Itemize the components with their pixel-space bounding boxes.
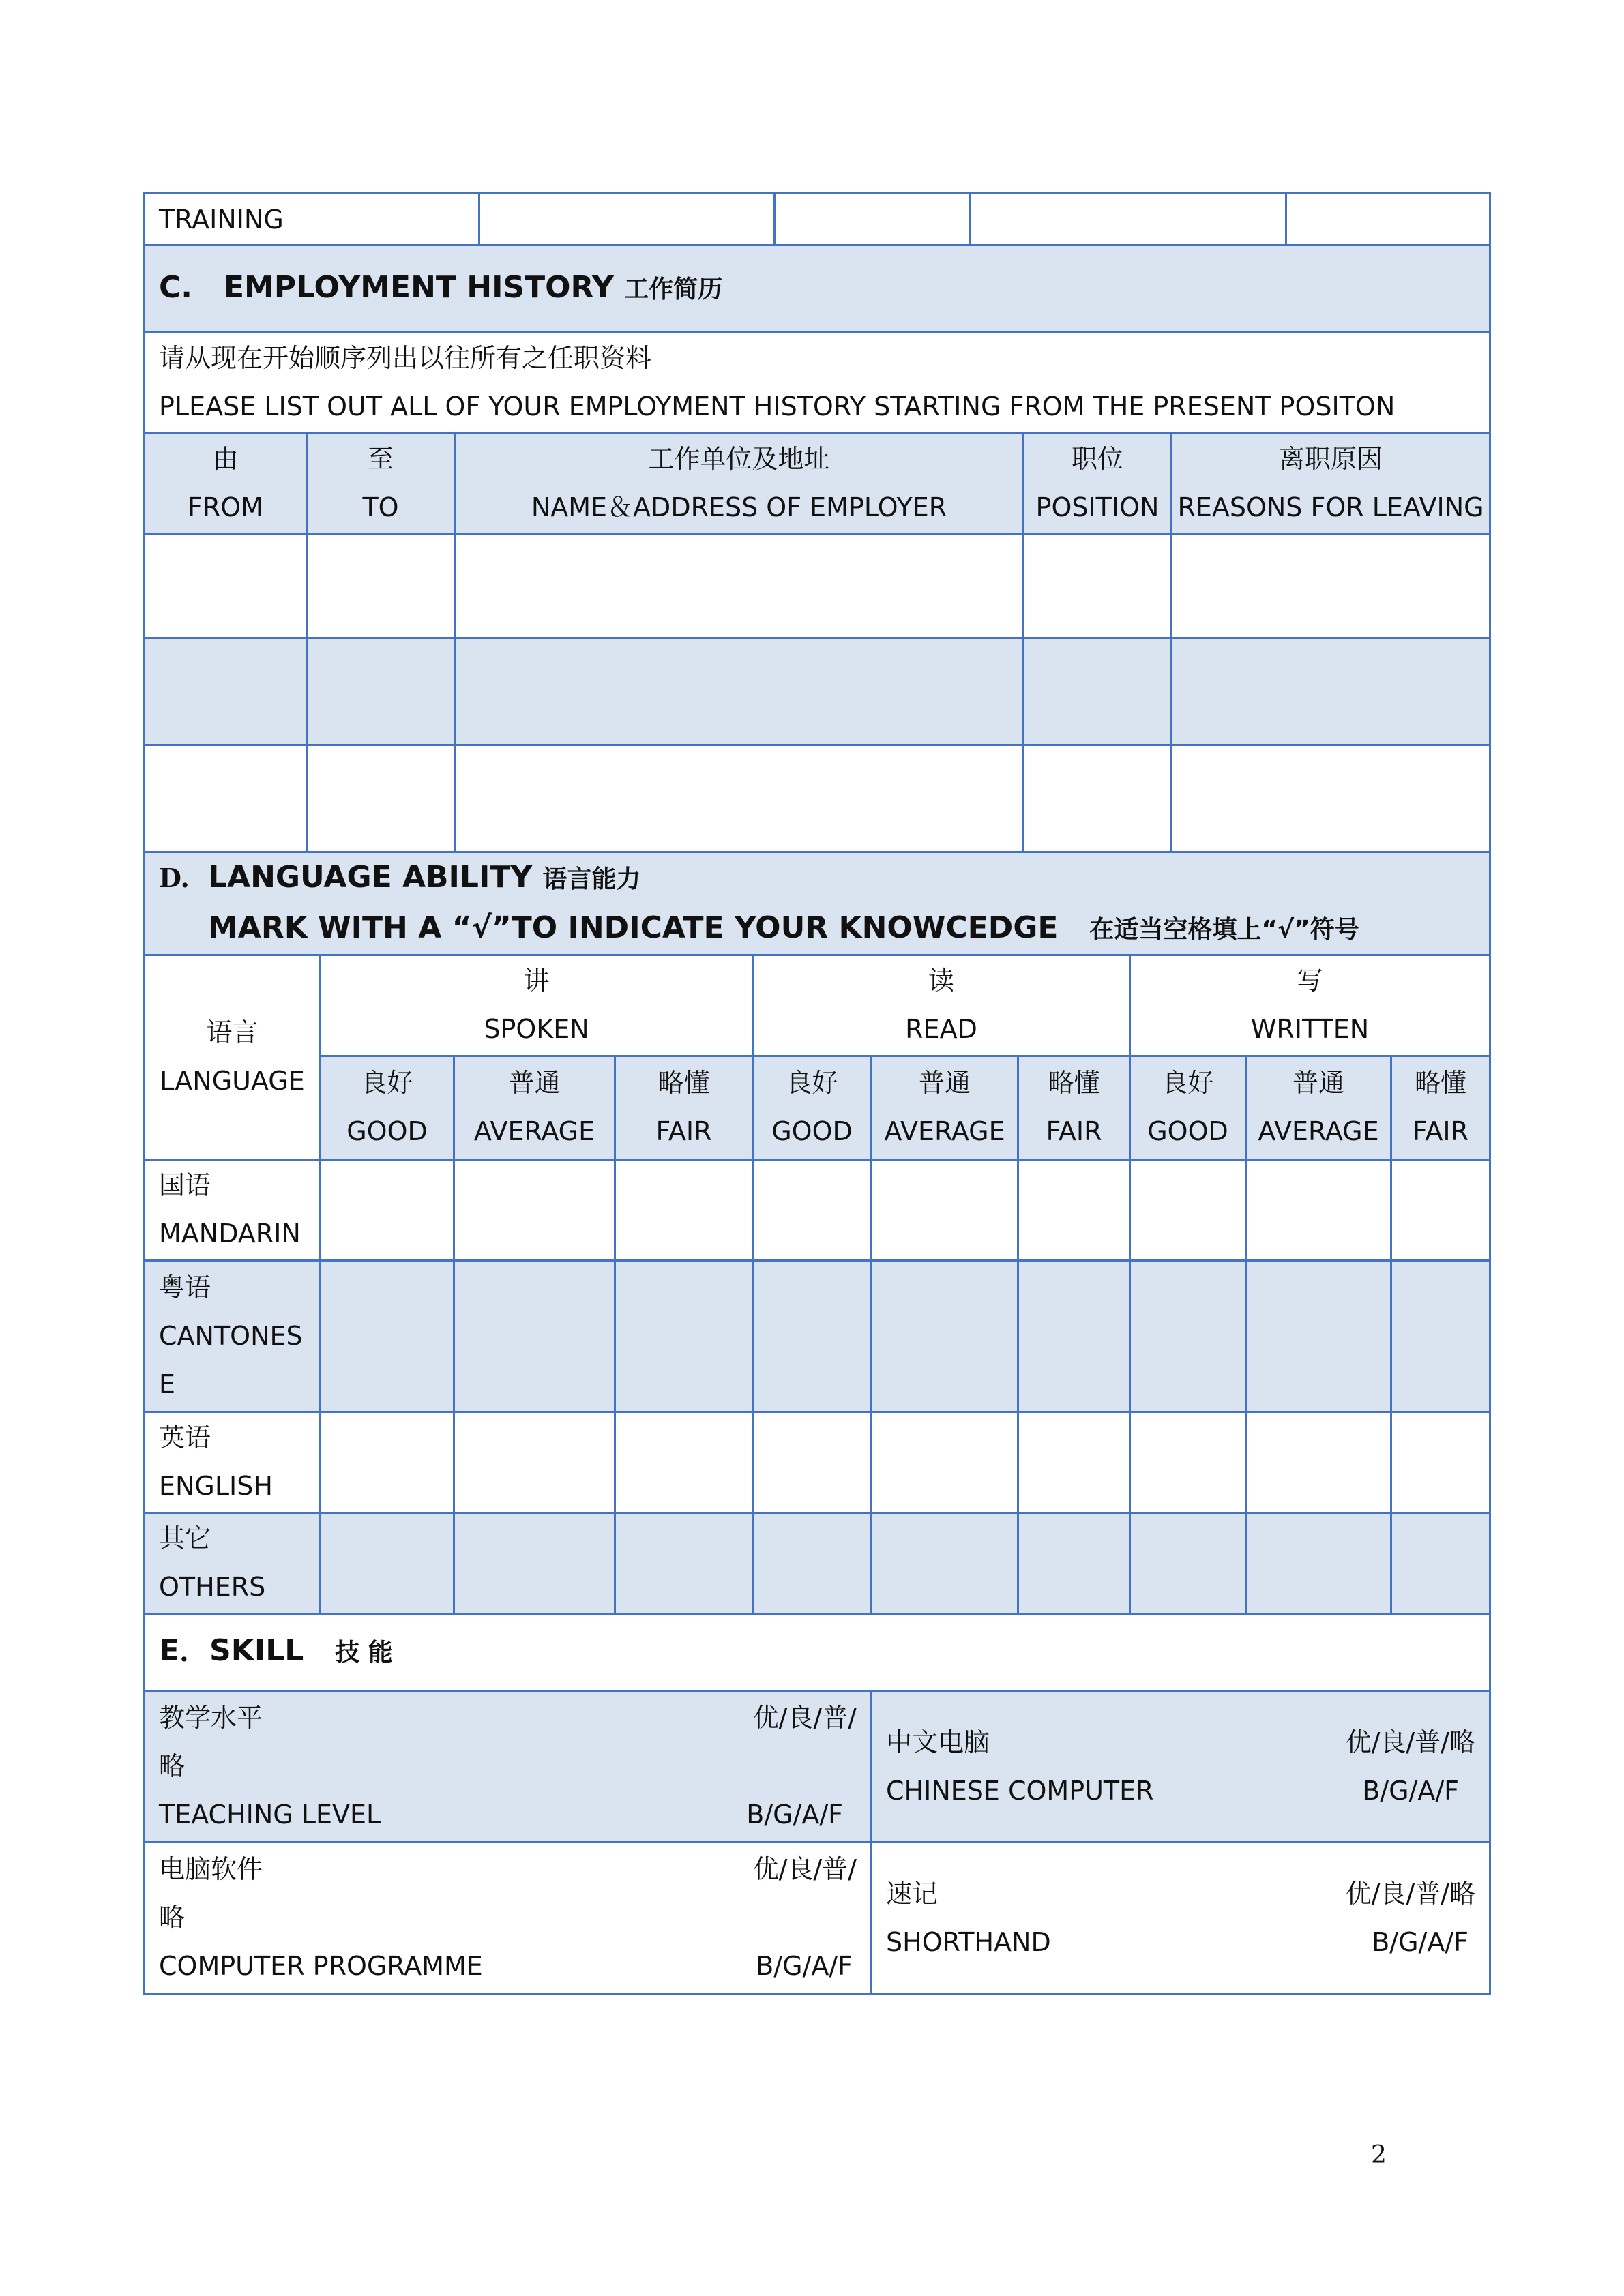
skill-name-en: COMPUTER PROGRAMME	[159, 1951, 483, 1981]
column-en: NAME＆ADDRESS OF EMPLOYER	[531, 492, 947, 522]
input-cell[interactable]	[455, 638, 1024, 745]
column-header-reasons	[1172, 433, 1490, 534]
level-header-good	[753, 1056, 872, 1159]
language-en: CANTONES	[159, 1320, 303, 1351]
level-header-average	[454, 1056, 615, 1159]
checkbox-cell[interactable]	[1391, 1260, 1490, 1412]
input-cell[interactable]	[1172, 745, 1490, 852]
language-name-others	[145, 1512, 321, 1613]
training-cell[interactable]	[479, 194, 775, 245]
level-en: GOOD	[346, 1116, 428, 1146]
skill-table	[143, 1615, 1491, 1995]
training-cell[interactable]	[971, 194, 1286, 245]
table-row	[145, 1512, 1490, 1613]
group-header-written	[1130, 955, 1490, 1056]
checkbox-cell[interactable]	[454, 1260, 615, 1412]
checkbox-cell[interactable]	[872, 1412, 1018, 1512]
section-title: EMPLOYMENT HISTORY	[223, 269, 614, 305]
language-zh: 粤语	[159, 1272, 211, 1302]
checkbox-cell[interactable]	[1130, 1159, 1246, 1260]
training-cell[interactable]	[1286, 194, 1490, 245]
group-zh: 讲	[523, 966, 550, 996]
employment-section-header	[145, 246, 1490, 332]
table-row	[145, 534, 1490, 638]
skill-scale-zh: 优/良/普/	[752, 1854, 857, 1884]
level-zh: 良好	[1162, 1068, 1214, 1098]
table-row	[145, 1412, 1490, 1512]
column-zh: 工作单位及地址	[648, 444, 830, 474]
language-en: OTHERS	[159, 1572, 266, 1602]
level-header-fair	[615, 1056, 753, 1159]
checkbox-cell[interactable]	[1018, 1159, 1130, 1260]
training-cell[interactable]	[775, 194, 971, 245]
skill-teaching-level[interactable]	[145, 1691, 872, 1843]
checkbox-cell[interactable]	[454, 1512, 615, 1613]
group-en: SPOKEN	[484, 1014, 589, 1044]
level-en: GOOD	[771, 1116, 853, 1146]
language-name-english	[145, 1412, 321, 1512]
level-zh: 略懂	[1048, 1068, 1100, 1098]
table-row	[145, 745, 1490, 852]
employment-history-table	[143, 246, 1491, 853]
input-cell[interactable]	[1172, 534, 1490, 638]
group-en: WRITTEN	[1250, 1014, 1370, 1044]
employment-instructions	[145, 332, 1490, 433]
checkbox-cell[interactable]	[321, 1512, 454, 1613]
language-name-mandarin	[145, 1159, 321, 1260]
checkbox-cell[interactable]	[1391, 1159, 1490, 1260]
level-header-good	[1130, 1056, 1246, 1159]
language-zh: 国语	[159, 1170, 211, 1200]
skill-scale-zh-wrap: 略	[159, 1751, 186, 1781]
skill-name-en: TEACHING LEVEL	[159, 1800, 381, 1830]
column-en: REASONS FOR LEAVING	[1177, 492, 1484, 522]
checkbox-cell[interactable]	[1018, 1512, 1130, 1613]
input-cell[interactable]	[307, 745, 455, 852]
skill-name-en: SHORTHAND	[886, 1926, 1051, 1957]
group-en: READ	[905, 1014, 977, 1044]
instruction-en: PLEASE LIST OUT ALL OF YOUR EMPLOYMENT HISTORY STARTING FROM THE PRESENT POSITON	[159, 391, 1396, 421]
skill-name-zh: 教学水平	[159, 1703, 263, 1733]
checkbox-cell[interactable]	[454, 1159, 615, 1260]
checkbox-cell[interactable]	[1246, 1159, 1391, 1260]
training-table	[143, 192, 1491, 246]
level-en: FAIR	[1046, 1116, 1102, 1146]
level-zh: 普通	[508, 1068, 561, 1098]
checkbox-cell[interactable]	[1246, 1512, 1391, 1613]
input-cell[interactable]	[307, 534, 455, 638]
checkbox-cell[interactable]	[615, 1159, 753, 1260]
skill-scale-en: B/G/A/F	[1362, 1775, 1459, 1806]
level-en: AVERAGE	[1258, 1116, 1379, 1146]
section-letter: C.	[159, 269, 193, 305]
checkbox-cell[interactable]	[454, 1412, 615, 1512]
skill-chinese-computer[interactable]	[872, 1691, 1490, 1843]
column-en: POSITION	[1035, 492, 1160, 522]
level-zh: 良好	[361, 1068, 413, 1098]
level-header-average	[1246, 1056, 1391, 1159]
column-en: TO	[362, 492, 399, 522]
table-row	[145, 1159, 1490, 1260]
skill-scale-zh: 优/良/普/略	[1345, 1727, 1475, 1757]
skill-computer-programme[interactable]	[145, 1843, 872, 1994]
level-zh: 普通	[1292, 1068, 1344, 1098]
header-en: LANGUAGE	[160, 1066, 305, 1096]
instruction-zh: 请从现在开始顺序列出以往所有之任职资料	[159, 343, 652, 373]
skill-scale-zh: 优/良/普/	[752, 1703, 857, 1733]
checkbox-cell[interactable]	[1130, 1260, 1246, 1412]
checkbox-cell[interactable]	[1018, 1412, 1130, 1512]
level-header-average	[872, 1056, 1018, 1159]
checkbox-cell[interactable]	[1246, 1260, 1391, 1412]
language-en: ENGLISH	[159, 1471, 273, 1501]
language-en-wrap: E	[159, 1369, 176, 1399]
language-section-header	[145, 853, 1490, 955]
section-title-zh: 工作简历	[624, 275, 723, 303]
input-cell[interactable]	[1024, 745, 1172, 852]
input-cell[interactable]	[455, 745, 1024, 852]
level-zh: 良好	[786, 1068, 838, 1098]
level-en: GOOD	[1147, 1116, 1228, 1146]
language-column-header	[145, 955, 321, 1159]
input-cell[interactable]	[145, 534, 307, 638]
level-zh: 略懂	[1415, 1068, 1467, 1098]
column-header-position	[1024, 433, 1172, 534]
column-header-from	[145, 433, 307, 534]
skill-scale-zh-wrap: 略	[159, 1903, 186, 1933]
application-form-page	[143, 192, 1489, 1995]
checkbox-cell[interactable]	[1130, 1412, 1246, 1512]
section-letter: D.	[159, 862, 190, 893]
input-cell[interactable]	[1024, 638, 1172, 745]
mark-instruction: MARK WITH A “√”TO INDICATE YOUR KNOWCEDGE	[208, 910, 1059, 945]
skill-scale-en: B/G/A/F	[1372, 1926, 1468, 1957]
mark-instruction-zh: 在适当空格填上“√”符号	[1089, 915, 1359, 944]
checkbox-cell[interactable]	[321, 1159, 454, 1260]
skill-scale-en: B/G/A/F	[746, 1800, 843, 1830]
input-cell[interactable]	[455, 534, 1024, 638]
level-en: FAIR	[1413, 1116, 1469, 1146]
input-cell[interactable]	[145, 638, 307, 745]
checkbox-cell[interactable]	[615, 1260, 753, 1412]
level-header-good	[321, 1056, 454, 1159]
checkbox-cell[interactable]	[753, 1512, 872, 1613]
input-cell[interactable]	[1024, 534, 1172, 638]
checkbox-cell[interactable]	[753, 1159, 872, 1260]
level-zh: 略懂	[658, 1068, 710, 1098]
checkbox-cell[interactable]	[872, 1159, 1018, 1260]
language-zh: 英语	[159, 1422, 211, 1452]
column-zh: 离职原因	[1279, 444, 1383, 474]
input-cell[interactable]	[307, 638, 455, 745]
checkbox-cell[interactable]	[1018, 1260, 1130, 1412]
checkbox-cell[interactable]	[1130, 1512, 1246, 1613]
page-number: 2	[1371, 2141, 1387, 2169]
skill-name-zh: 中文电脑	[886, 1727, 990, 1757]
group-zh: 读	[928, 966, 954, 996]
level-header-fair	[1018, 1056, 1130, 1159]
checkbox-cell[interactable]	[753, 1260, 872, 1412]
skill-name-en: CHINESE COMPUTER	[886, 1775, 1154, 1806]
checkbox-cell[interactable]	[615, 1412, 753, 1512]
checkbox-cell[interactable]	[615, 1512, 753, 1613]
level-en: FAIR	[655, 1116, 712, 1146]
column-en: FROM	[188, 492, 263, 522]
level-en: AVERAGE	[473, 1116, 595, 1146]
checkbox-cell[interactable]	[872, 1260, 1018, 1412]
checkbox-cell[interactable]	[1391, 1512, 1490, 1613]
column-zh: 职位	[1071, 444, 1123, 474]
skill-name-zh: 速记	[886, 1878, 939, 1909]
language-en: MANDARIN	[159, 1219, 301, 1249]
checkbox-cell[interactable]	[321, 1412, 454, 1512]
column-header-employer	[455, 433, 1024, 534]
skill-scale-en: B/G/A/F	[756, 1951, 853, 1981]
skill-section-header	[145, 1615, 1490, 1691]
language-name-cantonese	[145, 1260, 321, 1412]
checkbox-cell[interactable]	[1391, 1412, 1490, 1512]
group-header-spoken	[321, 955, 753, 1056]
header-zh: 语言	[206, 1017, 259, 1047]
checkbox-cell[interactable]	[1246, 1412, 1391, 1512]
level-header-fair	[1391, 1056, 1490, 1159]
level-zh: 普通	[918, 1068, 971, 1098]
table-row	[145, 638, 1490, 745]
checkbox-cell[interactable]	[872, 1512, 1018, 1613]
section-title-zh: 语言能力	[542, 865, 641, 893]
table-row	[145, 1260, 1490, 1412]
section-title: E．SKILL	[159, 1633, 304, 1669]
language-ability-table	[143, 853, 1491, 1615]
checkbox-cell[interactable]	[753, 1412, 872, 1512]
input-cell[interactable]	[145, 745, 307, 852]
level-en: AVERAGE	[884, 1116, 1005, 1146]
column-header-to	[307, 433, 455, 534]
group-zh: 写	[1297, 966, 1323, 996]
column-zh: 至	[367, 444, 394, 474]
checkbox-cell[interactable]	[321, 1260, 454, 1412]
skill-name-zh: 电脑软件	[159, 1854, 263, 1884]
skill-scale-zh: 优/良/普/略	[1345, 1878, 1475, 1909]
skill-shorthand[interactable]	[872, 1843, 1490, 1994]
group-header-read	[753, 955, 1130, 1056]
language-zh: 其它	[159, 1523, 211, 1553]
input-cell[interactable]	[1172, 638, 1490, 745]
section-title: LANGUAGE ABILITY	[208, 859, 533, 895]
section-title-zh: 技 能	[335, 1639, 393, 1667]
training-label: TRAINING	[145, 194, 479, 245]
column-zh: 由	[212, 444, 239, 474]
